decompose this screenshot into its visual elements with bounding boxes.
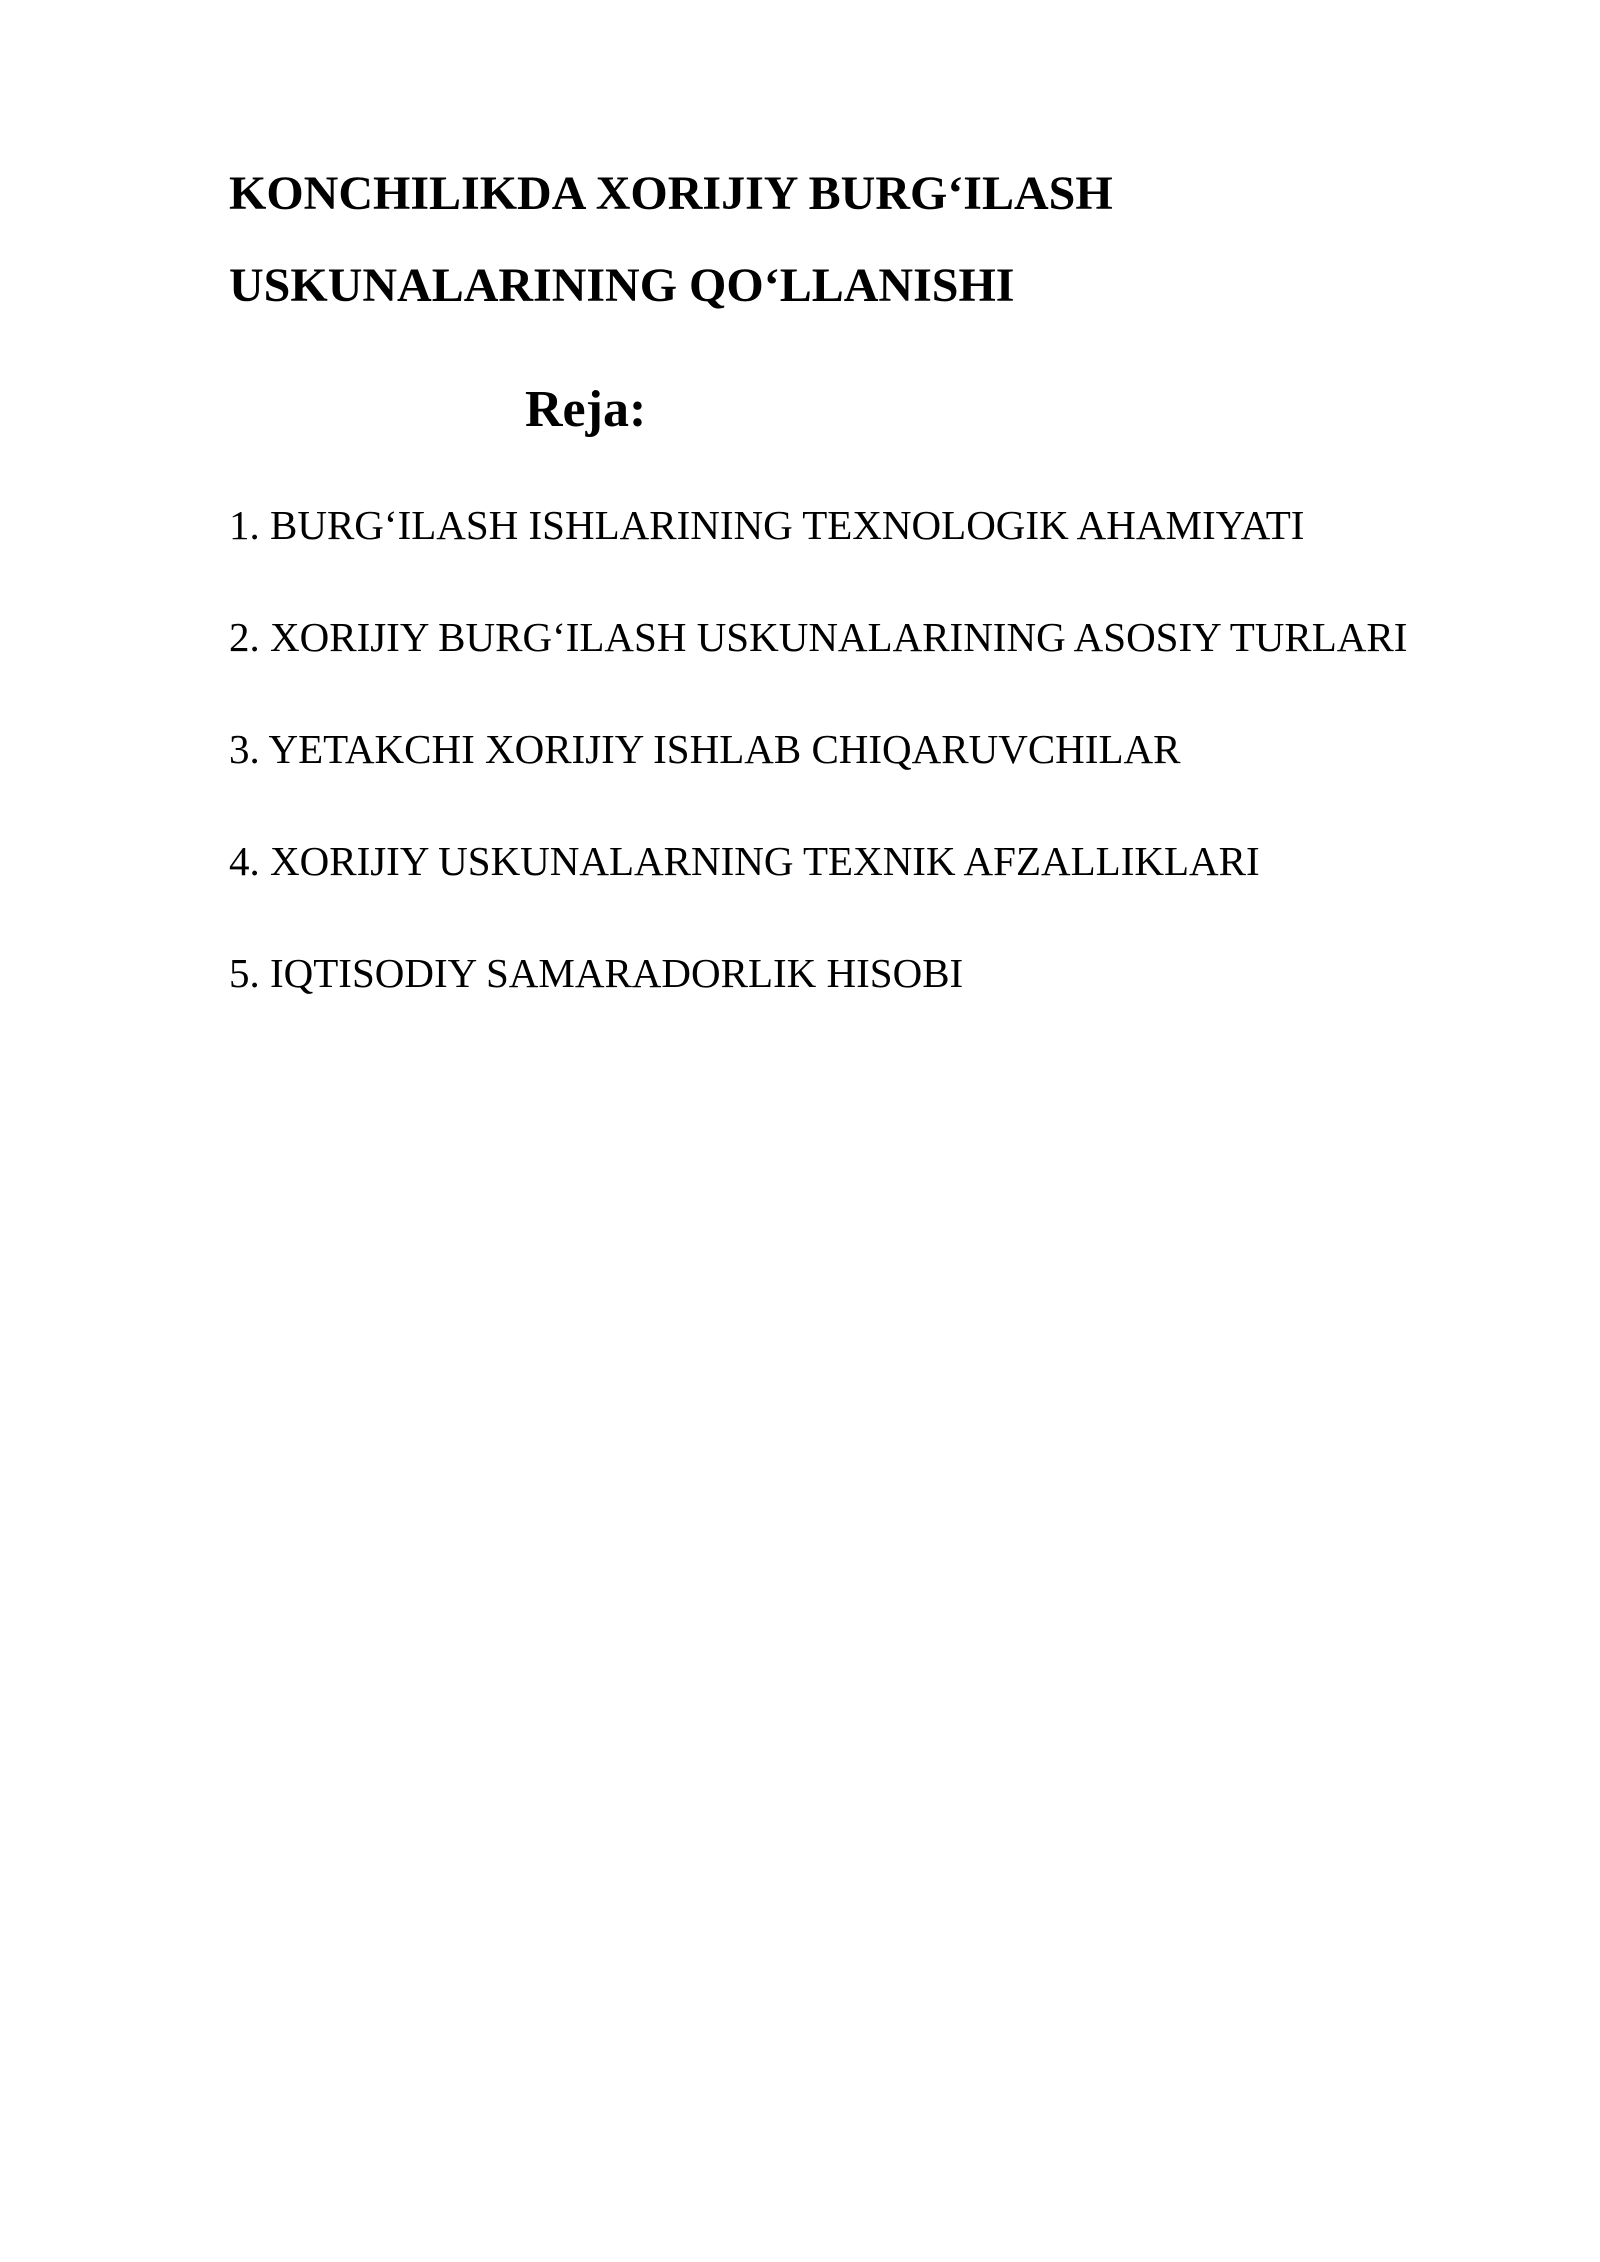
plan-item-2: 2. XORIJIY BURG‘ILASH USKUNALARINING ASOSIY TURLARI [229,614,1408,660]
plan-heading: Reja: [525,381,647,438]
document-title [229,148,1529,332]
title-line-1: KONCHILIKDA XORIJIY BURG‘ILASH [229,167,1113,220]
title-line-2: USKUNALARINING QO‘LLANISHI [229,259,1015,312]
plan-item-4: 4. XORIJIY USKUNALARNING TEXNIK AFZALLIKLARI [229,838,1260,884]
plan-item-5: 5. IQTISODIY SAMARADORLIK HISOBI [229,950,964,996]
plan-item-1: 1. BURG‘ILASH ISHLARINING TEXNOLOGIK AHAMIYATI [229,502,1305,548]
plan-item-3: 3. YETAKCHI XORIJIY ISHLAB CHIQARUVCHILAR [229,726,1181,772]
plan-list [229,500,1407,1060]
